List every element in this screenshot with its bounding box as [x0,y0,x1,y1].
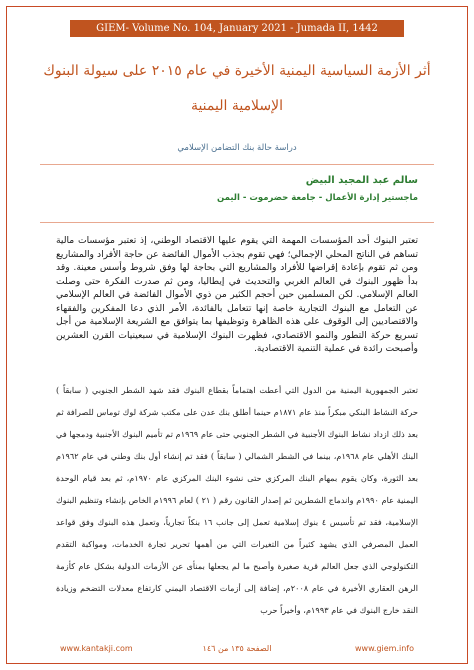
footer-right-link[interactable]: www.giem.info [355,644,414,653]
article-title-line1: أثر الأزمة السياسية اليمنية الأخيرة في عام ٢٠١٥ على سيولة البنوك [43,63,431,79]
footer-left-link[interactable]: www.kantakji.com [60,644,133,653]
author-name: سالم عبد المجيد البيض [305,175,418,186]
article-subtitle: دراسة حالة بنك التضامن الإسلامي [177,143,297,153]
abstract-paragraph: تعتبر البنوك أحد المؤسسات المهمة التي يقوم عليها الاقتصاد الوطني، إذ تعتبر مؤسسات مالية تساهم في الناتج المحلي الإجمالي؛ فهي تقوم بجذب الأموال الفائضة عن حاجة الأفراد والمشاريع ومن ثم تقوم بإعادة إقراضها للأفراد والمشاريع التي بحاجة لها وفق شروط وأسس معينة. وقد بدأ ظهور البنوك في العالم الغربي والتحديث في إيطاليا، ومن ثم صدرت الفكرة حتى وصلت العالم الإسلامي. لكن المسلمين حين أحجم الكثير من ذوي الأموال الفائضة في العالم الإسلامي عن التعامل مع البنوك التجارية خاصة إنها تتعامل بالفائدة، الأمر الذي دعا المفكرين والفقهاء والاقتصاديين إلى الوقوف على هذه الظاهرة وتوظيفها بما يتوافق مع الشريعة الإسلامية من أجل تسريع حركة التطور والنمو الاقتصادي، فظهرت البنوك الإسلامية في سبعينيات القرن العشرين وأصبحت رائدة في عملية التنمية الاقتصادية. [56,235,418,354]
divider-top [40,164,434,165]
journal-header: GIEM- Volume No. 104, January 2021 - Jumada II, 1442 [70,20,404,37]
page-number: الصفحة ١٣٥ من ١٤٦ [202,644,272,653]
author-affiliation: ماجستير إدارة الأعمال - جامعة حضرموت - اليمن [216,193,418,203]
divider-bottom [40,222,434,223]
article-title-line2: الإسلامية اليمنية [190,98,284,114]
body-paragraph: تعتبر الجمهورية اليمنية من الدول التي أعطت اهتماماً بقطاع البنوك فقد شهد الشطر الجنوبي ( سابقاً ) حركة النشاط البنكي مبكراً منذ عام ١٨٧١م حينما أطلق بنك عدن على مكتب شركة لوك توماس للصرافة ثم بعد ذلك ازداد نشاط البنوك الأجنبية في الشطر الجنوبي حتى عام ١٩٦٩م تم تأميم البنوك الأجنبية ودمجها في البنك الأهلي عام ١٩٦٨م، بينما في الشطر الشمالي ( سابقاً ) فقد تم إنشاء أول بنك وطني في عام ١٩٦٢م بعد الثورة، وكان يقوم بمهام البنك المركزي حتى نشوء البنك المركزي عام ١٩٧٠م، ثم بعد قيام الوحدة اليمنية عام ١٩٩٠م واندماج الشطرين ثم إصدار القانون رقم ( ٢١ ) لعام ١٩٩٦م الخاص بإنشاء وتنظيم البنوك الإسلامية، فقد تم تأسيس ٤ بنوك إسلامية تعمل إلى جانب ١٦ بنكاً تجارياً، وتعمل هذه البنوك وفق قواعد العمل المصرفي الذي يشهد كثيراً من التغيرات التي من أهمها تحرير تجارة الخدمات، ومواكبة التقدم التكنولوجي الذي جعل العالم قرية صغيرة وأصبح ما لم يجعلها بمنأى عن الأزمات الدولية بشكل عام كأزمة الرهن العقاري الأخيرة في عام ٢٠٠٨م، إضافة إلى أزمات الاقتصاد اليمني كارتفاع معدلات التضخم وزيادة النقد خارج البنوك في عام ١٩٩٣م، وأخيراً حرب [56,385,419,615]
